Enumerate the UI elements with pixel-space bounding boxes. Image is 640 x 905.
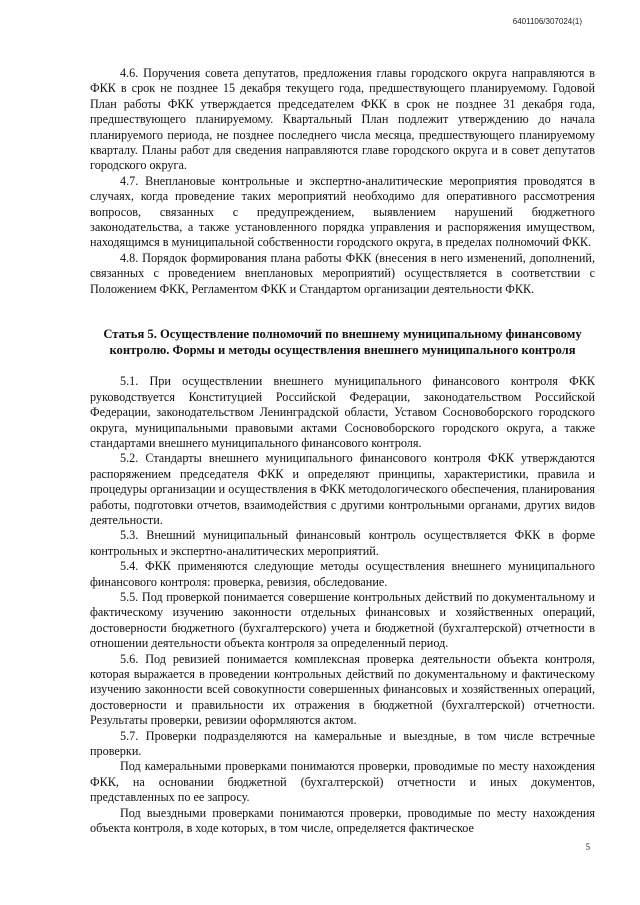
paragraph-5-3: 5.3. Внешний муниципальный финансовый контроль осуществляется ФКК в форме контрольных и экспертно-аналитических мероприятий.: [90, 528, 595, 558]
paragraph-5-7: 5.7. Проверки подразделяются на камеральные и выездные, в том числе встречные проверки.: [90, 728, 595, 759]
paragraph-5-6: 5.6. Под ревизией понимается комплексная проверка деятельности объекта контроля, которая выражается в проведении контрольных действий по документальному и фактическому изучению законности всей совокупности совершенных финансовых и хозяйственных операций, достоверности и правильности их отражения в бюджетной (бухгалтерской) отчетности. Результаты проверки, ревизии оформляются актом.: [90, 651, 595, 728]
page-number: 5: [585, 842, 590, 852]
paragraph-5-2: 5.2. Стандарты внешнего муниципального финансового контроля ФКК утверждаются распоряжением председателя ФКК и определяют принципы, характеристики, правила и процедуры организации и осуществления в ФКК методологического обеспечения, планирования работы, подготовки отчетов, взаимодействия с другими контрольными органами, других видов деятельности.: [90, 451, 595, 527]
document-body: [90, 66, 595, 836]
paragraph-field-audits: Под выездными проверками понимаются проверки, проводимые по месту нахождения объекта контроля, в ходе которых, в том числе, определяется фактическое: [90, 805, 595, 836]
paragraph-5-4: 5.4. ФКК применяются следующие методы осуществления внешнего муниципального финансового контроля: проверка, ревизия, обследование.: [90, 559, 595, 589]
paragraph-4-7: 4.7. Внеплановые контрольные и экспертно-аналитические мероприятия проводятся в случаях, когда проведение таких мероприятий необходимо для оперативного рассмотрения вопросов, связанных с предупреждением, выявлением нарушений бюджетного законодательства, а также установленного порядка управления и распоряжения имуществом, находящимся в муниципальной собственности городского округа, в пределах полномочий ФКК.: [90, 173, 595, 250]
article-5-heading: Статья 5. Осуществление полномочий по внешнему муниципальному финансовому контролю. Формы и методы осуществления внешнего муниципального контроля: [103, 327, 582, 357]
document-id: 6401106/307024(1): [512, 17, 582, 26]
paragraph-5-1: 5.1. При осуществлении внешнего муниципального финансового контроля ФКК руководствуется Конституцией Российской Федерации, законодательством Российской Федерации, законодательством Ленинградской области, Уставом Сосновоборского городского округа, муниципальными правовыми актами Сосновоборского городского округа, а также стандартами внешнего муниципального финансового контроля.: [90, 374, 595, 450]
paragraph-desk-audits: Под камеральными проверками понимаются проверки, проводимые по месту нахождения ФКК, на основании бюджетной (бухгалтерской) отчетности и иных документов, представленных по ее запросу.: [90, 759, 595, 805]
paragraph-4-6: 4.6. Поручения совета депутатов, предложения главы городского округа направляются в ФКК в срок не позднее 15 декабря текущего года, предшествующего планируемому. Годовой План работы ФКК утверждается председателем ФКК в срок не позднее 31 декабря года, предшествующего планируемому. Квартальный План подлежит утверждению до начала планируемого периода, не позднее последнего числа месяца, предшествующего планируемому кварталу. Планы работ для сведения направляются главе городского округа и в совет депутатов городского округа.: [90, 66, 595, 173]
paragraph-5-5: 5.5. Под проверкой понимается совершение контрольных действий по документальному и фактическому изучению законности отдельных финансовых и хозяйственных операций, достоверности бюджетного (бухгалтерского) учета и бюджетной (бухгалтерской) отчетности в отношении деятельности объекта контроля за определенный период.: [90, 589, 595, 651]
paragraph-4-8: 4.8. Порядок формирования плана работы ФКК (внесения в него изменений, дополнений, связанных с проведением внеплановых мероприятий) осуществляется в соответствии с Положением ФКК, Регламентом ФКК и Стандартом организации деятельности ФКК.: [90, 250, 595, 296]
